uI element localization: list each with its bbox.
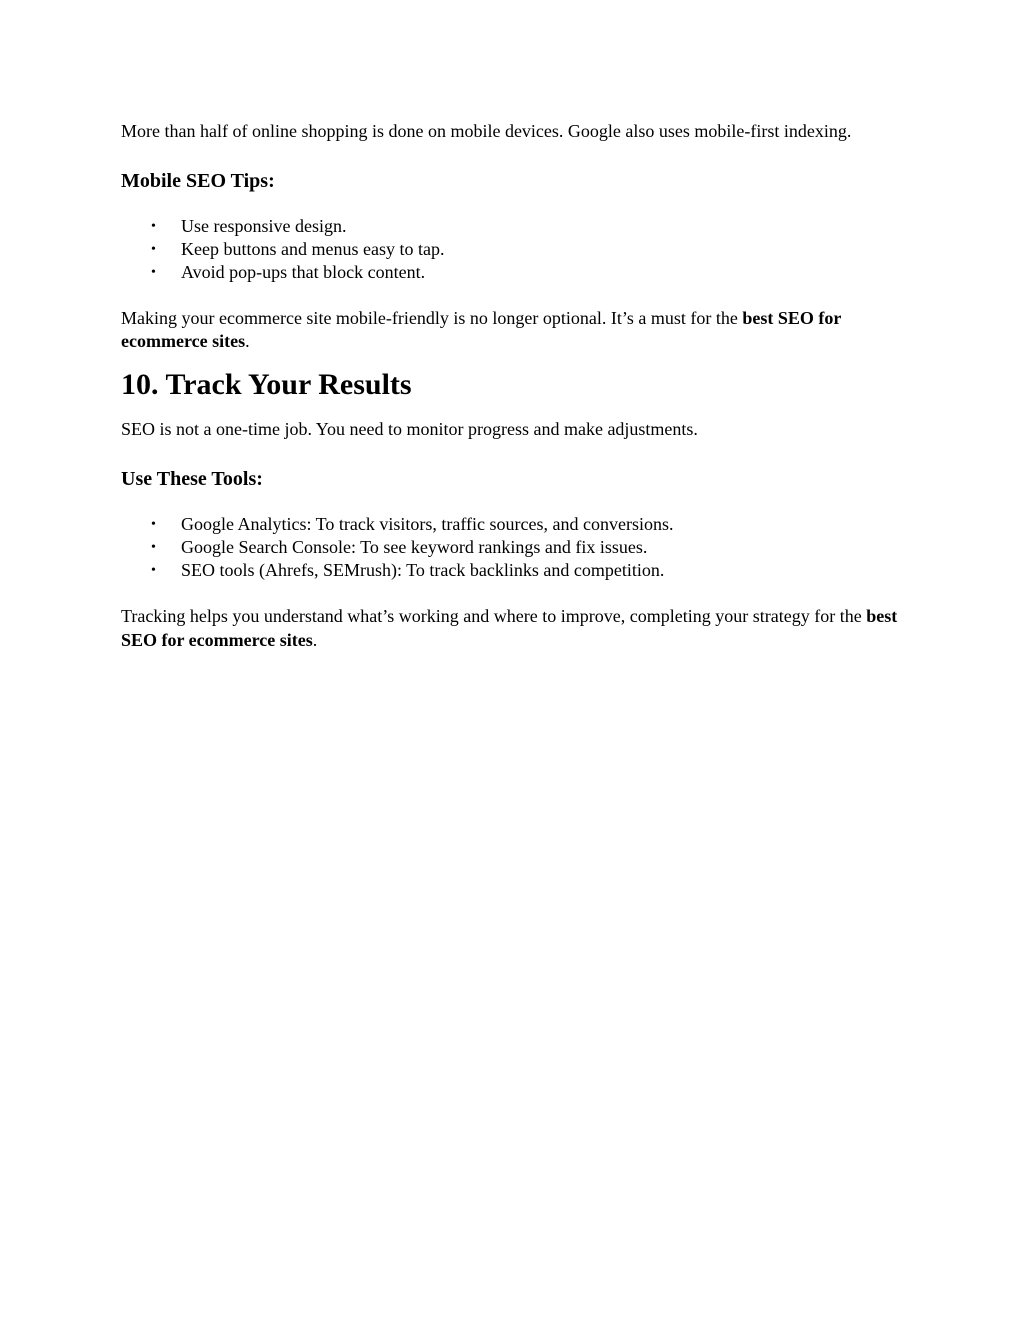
section10-intro-paragraph: SEO is not a one-time job. You need to monitor progress and make adjustments. bbox=[121, 418, 698, 439]
tracking-conclusion-paragraph bbox=[121, 605, 911, 652]
list-item bbox=[121, 261, 911, 284]
list-item-text: Avoid pop-ups that block content. bbox=[181, 261, 426, 282]
mobile-tips-heading: Mobile SEO Tips: bbox=[121, 169, 275, 192]
keyword-bold: best SEO for ecommerce sites bbox=[121, 307, 842, 351]
tracking-conclusion-end: . bbox=[312, 629, 318, 650]
list-item-text: Google Analytics: To track visitors, traffic sources, and conversions. bbox=[181, 514, 674, 534]
list-item bbox=[121, 559, 911, 582]
bullet-icon: • bbox=[151, 264, 156, 280]
section-heading-track-results: 10. Track Your Results bbox=[121, 367, 412, 401]
bullet-icon: • bbox=[151, 218, 156, 234]
bullet-icon: • bbox=[151, 563, 156, 578]
mobile-tips-list bbox=[121, 215, 911, 284]
tools-heading: Use These Tools: bbox=[121, 468, 263, 490]
list-item bbox=[121, 536, 911, 559]
document-page bbox=[121, 120, 911, 652]
mobile-conclusion-paragraph bbox=[121, 307, 911, 354]
list-item-text: Use responsive design. bbox=[181, 215, 347, 236]
tools-list bbox=[121, 513, 911, 582]
tracking-conclusion-text: Tracking helps you understand what’s working and where to improve, completing your strategy for the bbox=[121, 606, 867, 626]
bullet-icon: • bbox=[151, 517, 156, 532]
list-item bbox=[121, 215, 911, 238]
keyword-bold: best SEO for ecommerce sites bbox=[121, 606, 898, 650]
list-item-text: SEO tools (Ahrefs, SEMrush): To track backlinks and competition. bbox=[181, 560, 665, 580]
list-item bbox=[121, 513, 911, 536]
list-item bbox=[121, 238, 911, 261]
bullet-icon: • bbox=[151, 241, 156, 257]
list-item-text: Keep buttons and menus easy to tap. bbox=[181, 238, 445, 259]
list-item-text: Google Search Console: To see keyword rankings and fix issues. bbox=[181, 537, 648, 557]
bullet-icon: • bbox=[151, 540, 156, 555]
mobile-conclusion-text: Making your ecommerce site mobile-friendly is no longer optional. It’s a must for the bbox=[121, 307, 743, 328]
intro-paragraph: More than half of online shopping is done on mobile devices. Google also uses mobile-first indexing. bbox=[121, 121, 852, 141]
mobile-conclusion-end: . bbox=[245, 331, 250, 351]
